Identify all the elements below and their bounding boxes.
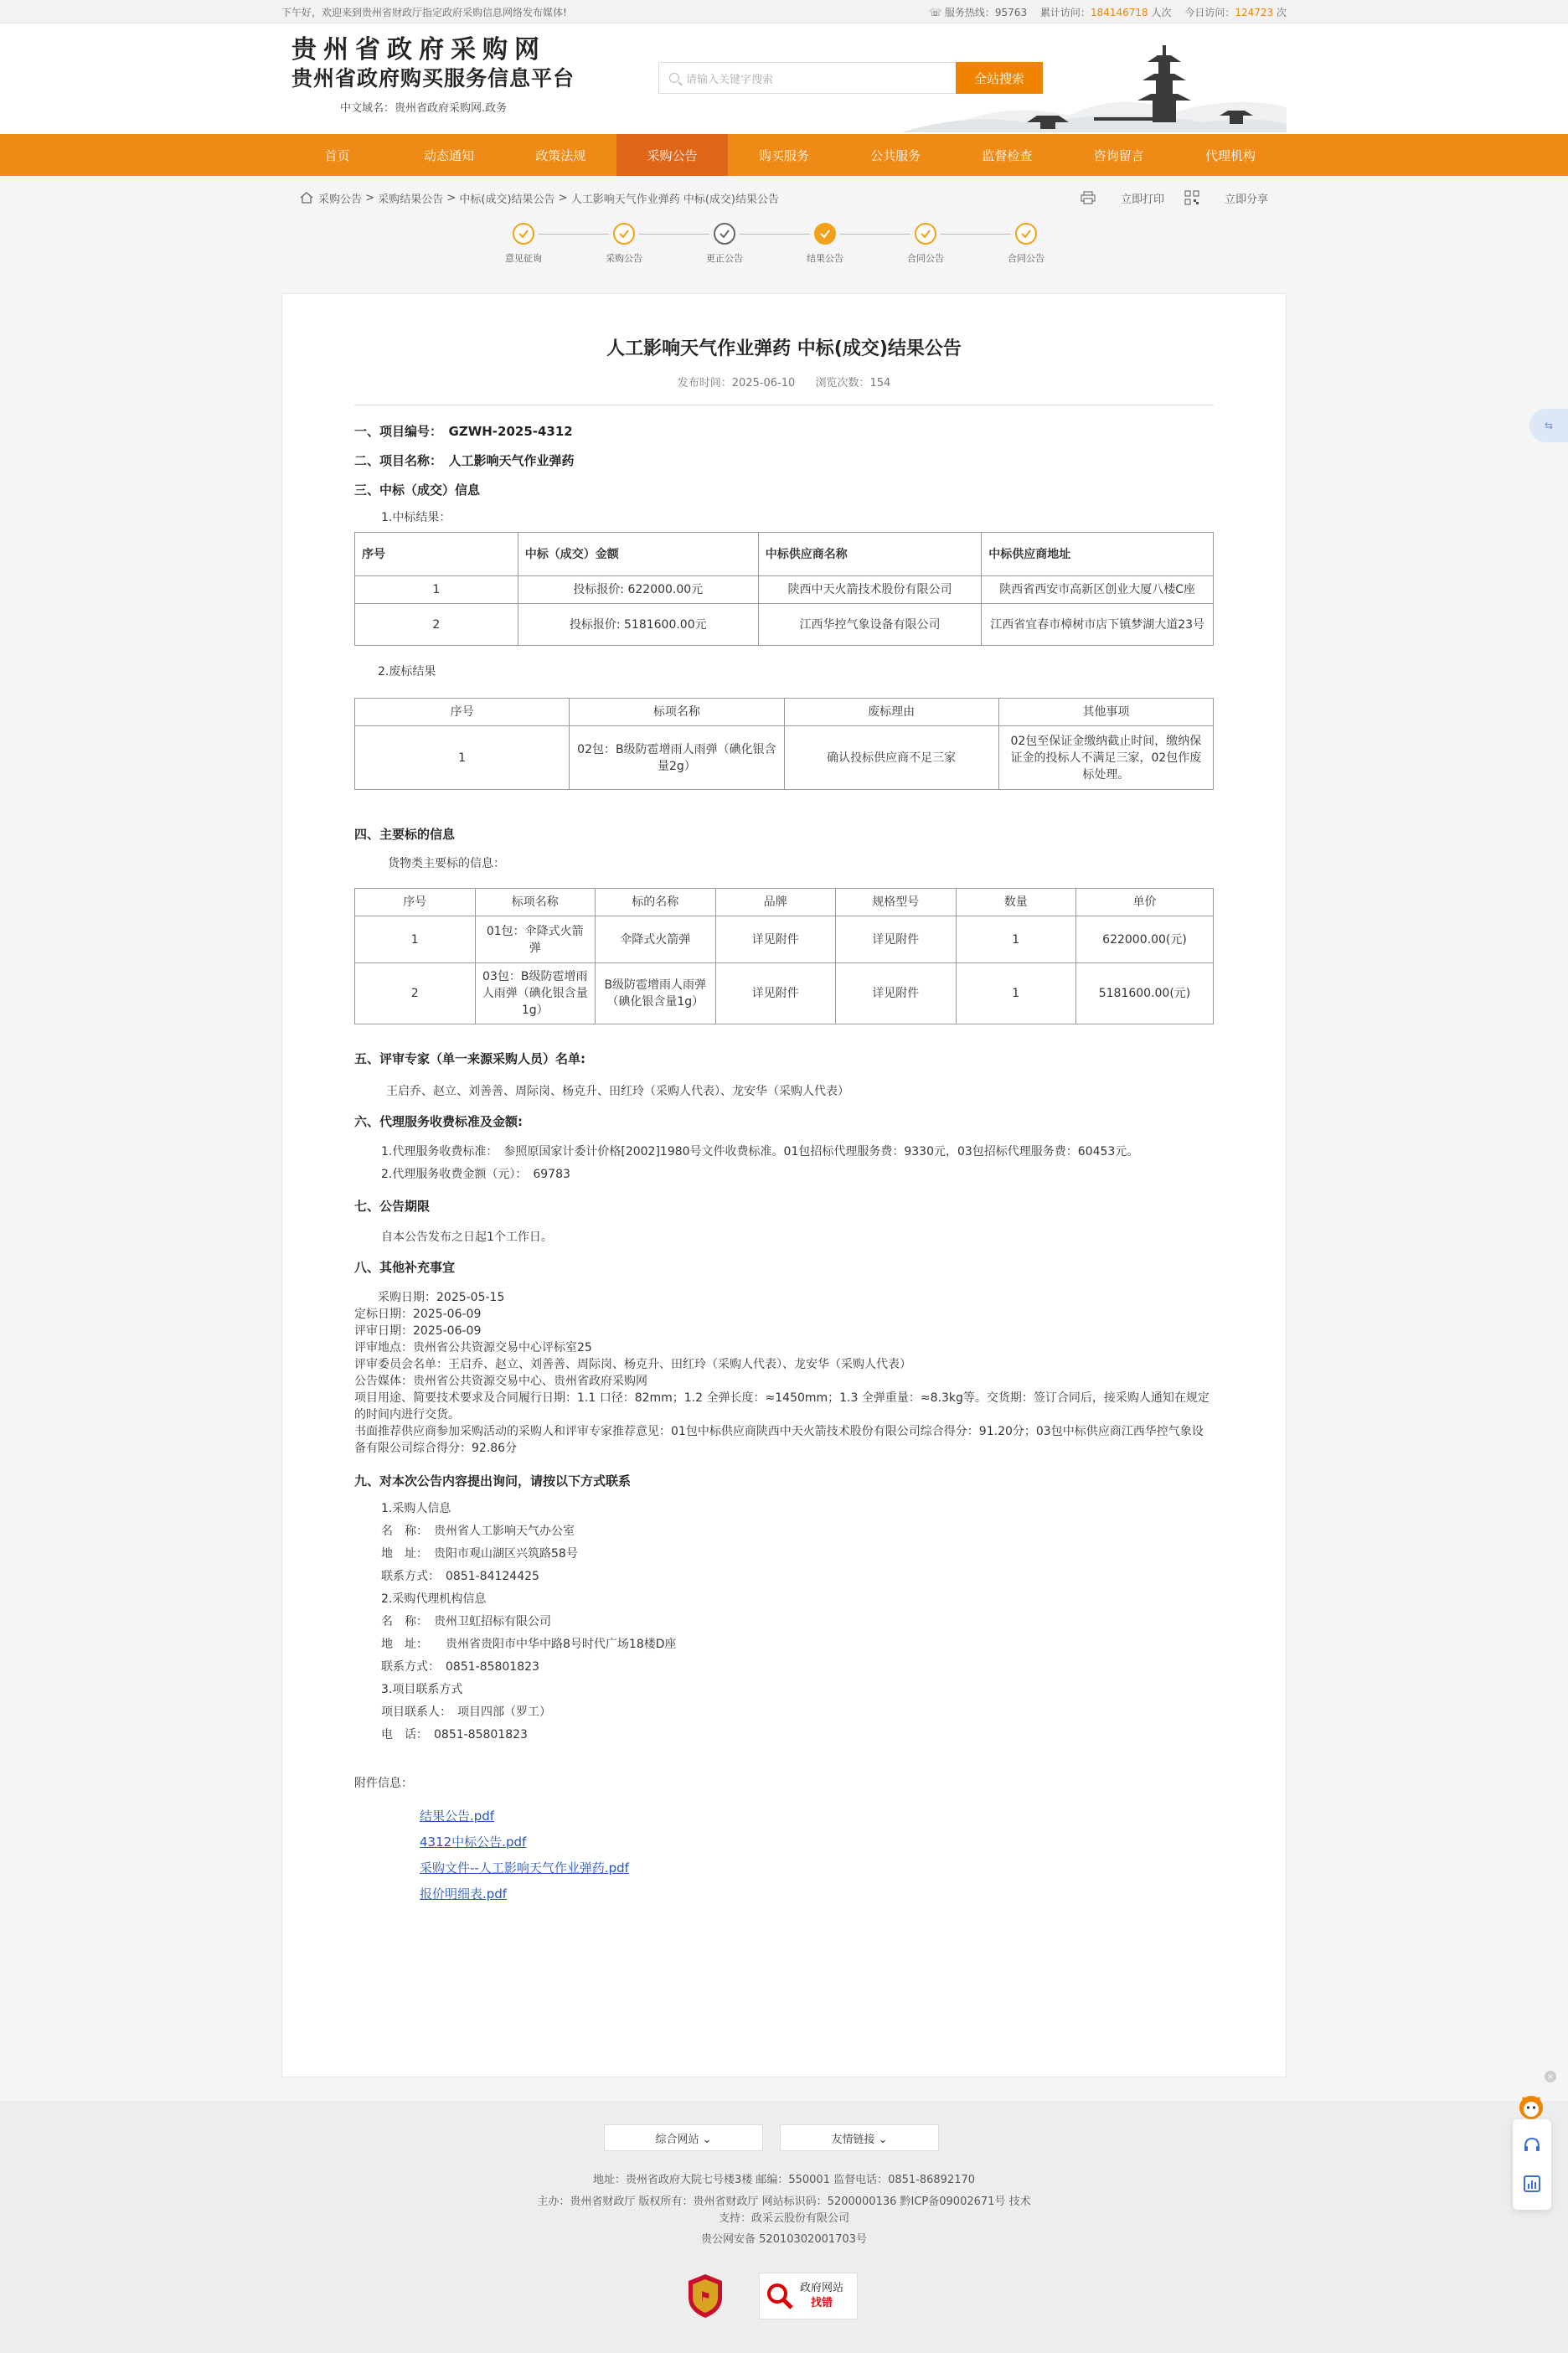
party-government-badge-icon[interactable] [685,2273,725,2319]
contact-details [354,1498,1214,1747]
friendly-links-dropdown[interactable]: 友情链接 ⌄ [780,2124,939,2151]
nav-item[interactable]: 代理机构 [1205,147,1256,163]
supplementary-line: 评审地点：贵州省公共资源交易中心评标室25 [354,1341,592,1355]
table-header-cell: 中标（成交）金额 [518,533,758,576]
section-contact: 九、对本次公告内容提出询问，请按以下方式联系 [354,1473,632,1489]
table-cell: 投标报价: 5181600.00元 [518,604,758,646]
contact-line: 地 址： 贵阳市观山湖区兴筑路58号 [381,1547,578,1561]
progress-step[interactable] [574,223,674,273]
attachments-list [354,1803,1214,1907]
progress-step[interactable] [875,223,976,273]
table-cell: 2 [355,604,518,646]
assistant-mascot-icon[interactable] [1514,2089,1548,2123]
section-notice-period: 七、公告期限 [354,1199,431,1214]
visit-stats [919,5,1287,19]
table-row [355,916,1214,963]
check-icon [814,223,836,245]
site-subtitle: 贵州省政府购买服务信息平台 [291,66,575,90]
share-button[interactable]: 立即分享 [1184,190,1268,206]
check-icon [513,223,534,245]
printer-icon [1081,191,1096,204]
table-header-cell: 序号 [355,699,570,726]
nav-item[interactable]: 监督检查 [982,147,1033,163]
progress-step[interactable] [674,223,775,273]
table-header-cell: 单价 [1076,889,1214,916]
table-header-cell: 序号 [355,533,518,576]
section-agency-fee: 六、代理服务收费标准及金额: [354,1114,523,1129]
progress-step-label: 意见征询 [505,253,542,264]
announcement-card [281,293,1287,2077]
table-cell: 详见附件 [715,916,836,963]
award-result-table [354,532,1214,646]
total-visits: 累计访问：184146718 人次 [1039,6,1172,18]
table-header-cell: 标项名称 [475,889,596,916]
progress-step[interactable] [473,223,574,273]
side-toolbar [1513,2119,1551,2210]
announcement-meta [354,374,1214,405]
breadcrumb-item-announcements[interactable]: 采购公告 [318,193,363,206]
contact-line: 地 址： 贵州省贵阳市中华中路8号时代广场18楼D座 [381,1638,677,1651]
section-main-items: 四、主要标的信息 [354,827,456,842]
goods-items-label: 货物类主要标的信息： [388,857,505,870]
section-experts: 五、评审专家（单一来源采购人员）名单: [354,1051,586,1066]
hotline: ☏ 服务热线：95763 [929,6,1028,18]
nav-item[interactable]: 公共服务 [870,147,921,163]
contact-line: 3.项目联系方式 [381,1683,463,1696]
failed-bid-label: 2.废标结果 [378,665,436,679]
table-cell: 1 [355,726,570,790]
statistics-icon[interactable] [1522,2174,1542,2194]
site-domain: 中文域名：贵州省政府采购网.政务 [340,102,508,115]
side-expand-tab[interactable]: ⇆ [1529,409,1568,442]
check-icon [1015,223,1037,245]
gov-website-error-report-badge[interactable]: 政府网站 找错 [759,2273,858,2319]
section-project-number: 一、项目编号： GZWH-2025-4312 [354,424,573,439]
table-cell: 02包至保证金缴纳截止时间，缴纳保证金的投标人不满足三家，02包作废标处理。 [998,726,1213,790]
table-cell: 投标报价: 622000.00元 [518,576,758,604]
table-cell: 1 [355,576,518,604]
attachments-label: 附件信息： [354,1777,413,1790]
table-cell: 1 [956,916,1076,963]
table-header-cell: 中标供应商地址 [982,533,1214,576]
magnifier-icon [765,2281,795,2311]
table-header-cell: 标项名称 [570,699,784,726]
table-row [355,726,1214,790]
supplementary-line: 定标日期：2025-06-09 [354,1308,482,1321]
nav-item[interactable]: 政策法规 [535,147,586,163]
contact-line: 名 称： 贵州省人工影响天气办公室 [381,1525,575,1538]
supplementary-line: 项目用途、简要技术要求及合同履行日期：1.1 口径：82mm；1.2 全弹长度：≈1450mm；1.3 全弹重量：≈8.3kg等。交货期：签订合同后，接采购人通知在规定的时间内进行交货。 [354,1391,1210,1422]
progress-step-label: 采购公告 [606,253,642,264]
table-header-cell: 其他事项 [998,699,1213,726]
section-supplementary: 八、其他补充事宜 [354,1260,456,1275]
nav-item[interactable]: 首页 [324,147,350,163]
table-cell: 1 [355,916,476,963]
contact-line: 1.采购人信息 [381,1502,451,1515]
supplementary-line: 采购日期：2025-05-15 [354,1291,505,1304]
search-button[interactable]: 全站搜索 [956,62,1043,94]
table-cell: 江西省宜春市樟树市店下镇梦湖大道23号 [982,604,1214,646]
table-cell: 2 [355,963,476,1024]
goods-items-table [354,888,1214,1024]
progress-step-label: 结果公告 [807,253,843,264]
progress-step-label: 合同公告 [907,253,944,264]
breadcrumb-item-current: 人工影响天气作业弹药 中标(成交)结果公告 [570,193,779,206]
welcome-text: 下午好，欢迎来到贵州省财政厅指定政府采购信息网络发布媒体! [281,6,567,18]
table-header-cell: 标的名称 [596,889,716,916]
supplementary-line: 公告媒体：贵州省公共资源交易中心、贵州省政府采购网 [354,1375,647,1388]
attachment-link[interactable]: 结果公告.pdf [420,1809,495,1824]
contact-line: 联系方式： 0851-85801823 [381,1660,539,1674]
progress-step[interactable] [775,223,875,273]
table-cell: 伞降式火箭弹 [596,916,716,963]
table-cell: 1 [956,963,1076,1024]
main-nav [0,134,1568,176]
section-project-name: 二、项目名称： 人工影响天气作业弹药 [354,453,575,468]
table-cell: 02包：B级防雹增雨人雨弹（碘化银含量2g） [570,726,784,790]
table-cell: 陕西中天火箭技术股份有限公司 [758,576,982,604]
table-header-cell: 品牌 [715,889,836,916]
table-header-row [355,533,1214,576]
progress-step[interactable] [976,223,1076,273]
check-icon [915,223,936,245]
table-cell: 详见附件 [715,963,836,1024]
table-header-cell: 废标理由 [784,699,998,726]
table-cell: 详见附件 [836,916,957,963]
section-award-info: 三、中标（成交）信息 [354,482,481,498]
search-icon [669,73,679,83]
nav-item[interactable]: 购买服务 [758,147,809,163]
breadcrumb-item-award[interactable]: 中标(成交)结果公告 [459,193,555,206]
attachment-link[interactable]: 4312中标公告.pdf [420,1834,527,1850]
table-header-row [355,889,1214,916]
notice-period-text: 自本公告发布之日起1个工作日。 [381,1231,553,1244]
supplementary-line: 书面推荐供应商参加采购活动的采购人和评审专家推荐意见：01包中标供应商陕西中天火箭技术股份有限公司综合得分：91.20分；03包中标供应商江西华控气象设备有限公司综合得分：92.86分 [354,1425,1204,1455]
table-cell: 5181600.00(元) [1076,963,1214,1024]
site-title: 贵州省政府采购网 [291,35,546,65]
today-visits: 今日访问：124723 次 [1184,6,1287,18]
table-row [355,604,1214,646]
attachment-link[interactable]: 报价明细表.pdf [420,1886,508,1901]
site-footer [0,2101,1568,2353]
site-header [0,23,1568,134]
supplementary-details [354,1289,1214,1457]
table-header-row [355,699,1214,726]
table-header-cell: 中标供应商名称 [758,533,982,576]
table-cell: 03包：B级防雹增雨人雨弹（碘化银含量1g） [475,963,596,1024]
site-logo[interactable] [291,35,585,115]
agency-fee-standard: 1.代理服务收费标准： 参照原国家计委计价格[2002]1980号文件收费标准。01包招标代理服务费：9330元，03包招标代理服务费：60453元。 [381,1145,1139,1158]
table-header-cell: 数量 [956,889,1076,916]
contact-line: 电 话： 0851-85801823 [381,1728,528,1742]
progress-step-label: 合同公告 [1008,253,1044,264]
footer-copyright: 主办：贵州省财政厅 版权所有：贵州省财政厅 网站标识码：5200000136 黔ICP备09002671号 技术支持：政采云股份有限公司 [537,2196,1031,2225]
contact-line: 名 称： 贵州卫虹招标有限公司 [381,1615,551,1628]
table-cell: 陕西省西安市高新区创业大厦八楼C座 [982,576,1214,604]
table-row [355,576,1214,604]
table-cell: 622000.00(元) [1076,916,1214,963]
contact-line: 联系方式： 0851-84124425 [381,1570,539,1583]
nav-item[interactable]: 采购公告 [616,134,728,176]
table-header-cell: 序号 [355,889,476,916]
supplementary-line: 评审委员会名单：王启乔、赵立、刘善善、周际岗、杨克升、田红玲（采购人代表）、龙安华（采购人代表） [354,1358,911,1371]
supplementary-line: 评审日期：2025-06-09 [354,1324,482,1338]
table-cell: 详见附件 [836,963,957,1024]
pagoda-scenery-illustration [901,32,1287,132]
table-row [355,963,1214,1024]
close-icon[interactable]: × [1545,2071,1556,2082]
award-result-label: 1.中标结果： [381,511,451,524]
table-cell: 江西华控气象设备有限公司 [758,604,982,646]
experts-list: 王启乔、赵立、刘善善、周际岗、杨克升、田红玲（采购人代表）、龙安华（采购人代表） [386,1085,849,1098]
footer-police-record: 贵公网安备 52010302001703号 [701,2233,867,2246]
nav-item[interactable]: 动态通知 [423,147,474,163]
table-header-cell: 规格型号 [836,889,957,916]
qrcode-icon [1184,190,1199,205]
table-cell: 确认投标供应商不足三家 [784,726,998,790]
announcement-title: 人工影响天气作业弹药 中标(成交)结果公告 [606,338,962,359]
customer-service-icon[interactable] [1522,2135,1542,2155]
search-input[interactable]: 请输入关键字搜索 [658,62,956,94]
check-icon [613,223,635,245]
check-icon [714,223,735,245]
contact-line: 项目联系人： 项目四部（罗工） [381,1705,551,1719]
procurement-progress-steps [263,223,1287,273]
footer-address: 地址：贵州省政府大院七号楼3楼 邮编：550001 监督电话：0851-86892170 [592,2174,976,2186]
breadcrumb: 采购公告 > 采购结果公告 > 中标(成交)结果公告 > 人工影响天气作业弹药 中标(成交)结果公告 立即打印 立即分享 [281,176,1287,219]
failed-bid-table [354,698,1214,790]
contact-line: 2.采购代理机构信息 [381,1592,487,1606]
breadcrumb-item-results[interactable]: 采购结果公告 [378,193,444,206]
svg-text:⚑: ⚑ [699,2288,712,2304]
table-cell: B级防雹增雨人雨弹（碘化银含量1g） [596,963,716,1024]
nav-item[interactable]: 咨询留言 [1093,147,1144,163]
home-icon[interactable] [300,192,313,204]
progress-step-label: 更正公告 [706,253,743,264]
table-cell: 01包：伞降式火箭弹 [475,916,596,963]
view-count: 浏览次数：154 [815,377,891,390]
attachment-link[interactable]: 采购文件--人工影响天气作业弹药.pdf [420,1860,629,1876]
related-sites-dropdown[interactable]: 综合网站 ⌄ [604,2124,763,2151]
top-bar [0,0,1568,23]
agency-fee-amount: 2.代理服务收费金额（元）： 69783 [381,1168,570,1181]
print-button[interactable]: 立即打印 [1081,190,1164,206]
publish-time: 发布时间：2025-06-10 [677,377,796,390]
